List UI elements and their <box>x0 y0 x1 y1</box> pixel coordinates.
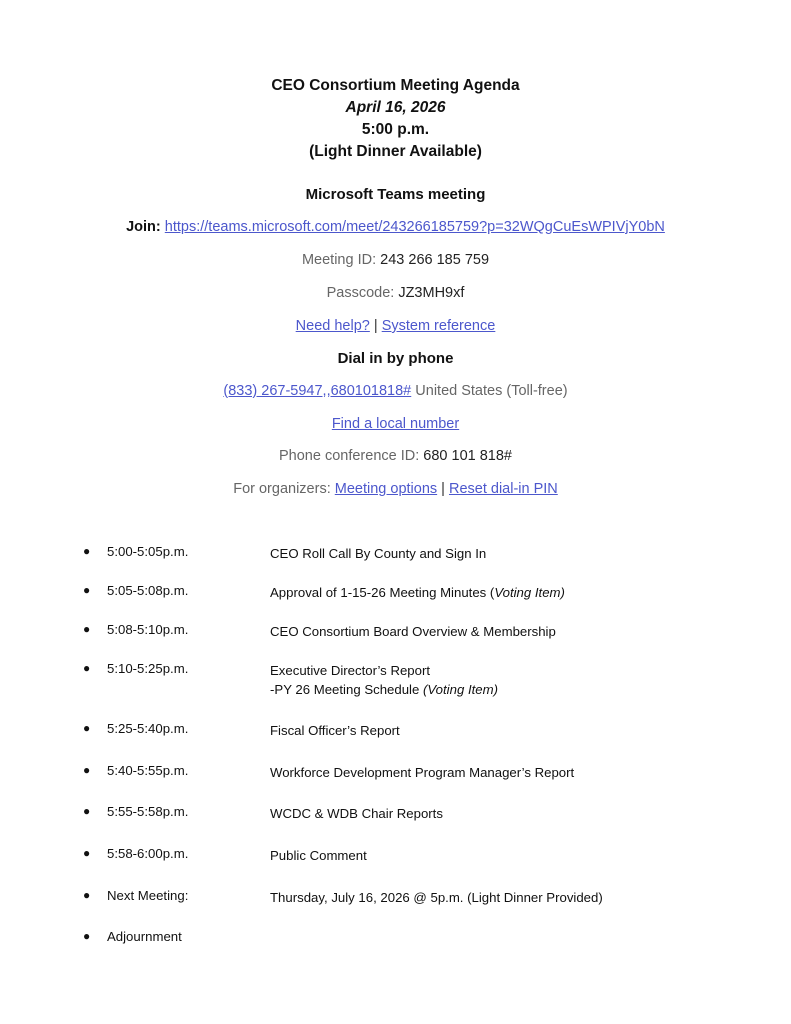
agenda-time: Next Meeting: <box>107 888 189 903</box>
bullet-icon: ● <box>83 846 91 860</box>
meeting-id-value: 243 266 185 759 <box>380 252 490 268</box>
bullet-icon: ● <box>83 583 91 597</box>
agenda-time: 5:58-6:00p.m. <box>107 846 189 861</box>
agenda-topic: Fiscal Officer’s Report <box>270 723 400 738</box>
reset-pin-link[interactable]: Reset dial-in PIN <box>448 481 558 497</box>
agenda-header <box>0 75 791 163</box>
agenda-time: 5:05-5:08p.m. <box>107 583 189 598</box>
phone-region: United States (Toll-free) <box>415 383 568 399</box>
agenda-topic: Public Comment <box>270 848 367 863</box>
meeting-date: April 16, 2026 <box>345 99 446 116</box>
agenda-time: 5:25-5:40p.m. <box>107 721 189 736</box>
agenda-topic: WCDC & WDB Chair Reports <box>270 806 443 821</box>
agenda-time: Adjournment <box>107 929 182 944</box>
meeting-time: 5:00 p.m. <box>361 121 430 138</box>
agenda-time: 5:10-5:25p.m. <box>107 661 189 676</box>
conference-id-value: 680 101 818# <box>423 448 512 464</box>
agenda-topic: Executive Director’s Report <box>270 663 431 678</box>
help-line <box>0 318 791 334</box>
bullet-icon: ● <box>83 622 91 636</box>
need-help-link[interactable]: Need help? <box>295 318 370 334</box>
agenda-topic: CEO Roll Call By County and Sign In <box>270 546 487 561</box>
agenda-time: 5:00-5:05p.m. <box>107 544 189 559</box>
meeting-options-link[interactable]: Meeting options <box>334 481 438 497</box>
passcode-line <box>0 285 791 301</box>
conference-id-label: Phone conference ID: <box>279 448 420 464</box>
agenda-time: 5:40-5:55p.m. <box>107 763 189 778</box>
bullet-icon: ● <box>83 888 91 902</box>
phone-link[interactable]: (833) 267-5947,,680101818# <box>223 383 412 399</box>
dial-in-heading: Dial in by phone <box>337 350 454 367</box>
agenda-topic-wrap <box>270 583 565 602</box>
conference-id-line <box>0 448 791 464</box>
passcode-label: Passcode: <box>326 285 395 301</box>
organizers-line <box>0 481 791 497</box>
agenda-time: 5:55-5:58p.m. <box>107 804 189 819</box>
teams-heading: Microsoft Teams meeting <box>305 186 486 203</box>
bullet-icon: ● <box>83 661 91 675</box>
voting-item-note: Voting Item) <box>494 585 565 600</box>
meeting-id-label: Meeting ID: <box>301 252 377 268</box>
agenda-topic: Workforce Development Program Manager’s Report <box>270 765 575 780</box>
document-title: CEO Consortium Meeting Agenda <box>271 77 520 94</box>
bullet-icon: ● <box>83 804 91 818</box>
agenda-subtopic: -PY 26 Meeting Schedule <box>270 682 423 697</box>
join-link[interactable]: https://teams.microsoft.com/meet/243266185759?p=32WQgCuEsWPIVjY0bN <box>164 219 665 235</box>
passcode-value: JZ3MH9xf <box>398 285 465 301</box>
agenda-topic-wrap <box>270 661 498 699</box>
link-separator: | <box>373 318 378 334</box>
system-reference-link[interactable]: System reference <box>381 318 496 334</box>
join-label: Join: <box>126 219 161 235</box>
local-number-line <box>0 416 791 432</box>
phone-line <box>0 383 791 399</box>
meeting-id-line <box>0 252 791 268</box>
organizers-label: For organizers: <box>233 481 331 497</box>
find-local-number-link[interactable]: Find a local number <box>331 416 460 432</box>
bullet-icon: ● <box>83 721 91 735</box>
join-line <box>0 219 791 235</box>
bullet-icon: ● <box>83 929 91 943</box>
dinner-note: (Light Dinner Available) <box>309 143 482 160</box>
voting-item-note: (Voting Item) <box>422 682 498 697</box>
agenda-time: 5:08-5:10p.m. <box>107 622 189 637</box>
agenda-topic: Thursday, July 16, 2026 @ 5p.m. (Light Dinner Provided) <box>270 890 603 905</box>
agenda-topic: Approval of 1-15-26 Meeting Minutes ( <box>270 585 495 600</box>
organizer-separator: | <box>441 481 445 497</box>
bullet-icon: ● <box>83 763 91 777</box>
agenda-topic: CEO Consortium Board Overview & Membership <box>270 624 556 639</box>
bullet-icon: ● <box>83 544 91 558</box>
